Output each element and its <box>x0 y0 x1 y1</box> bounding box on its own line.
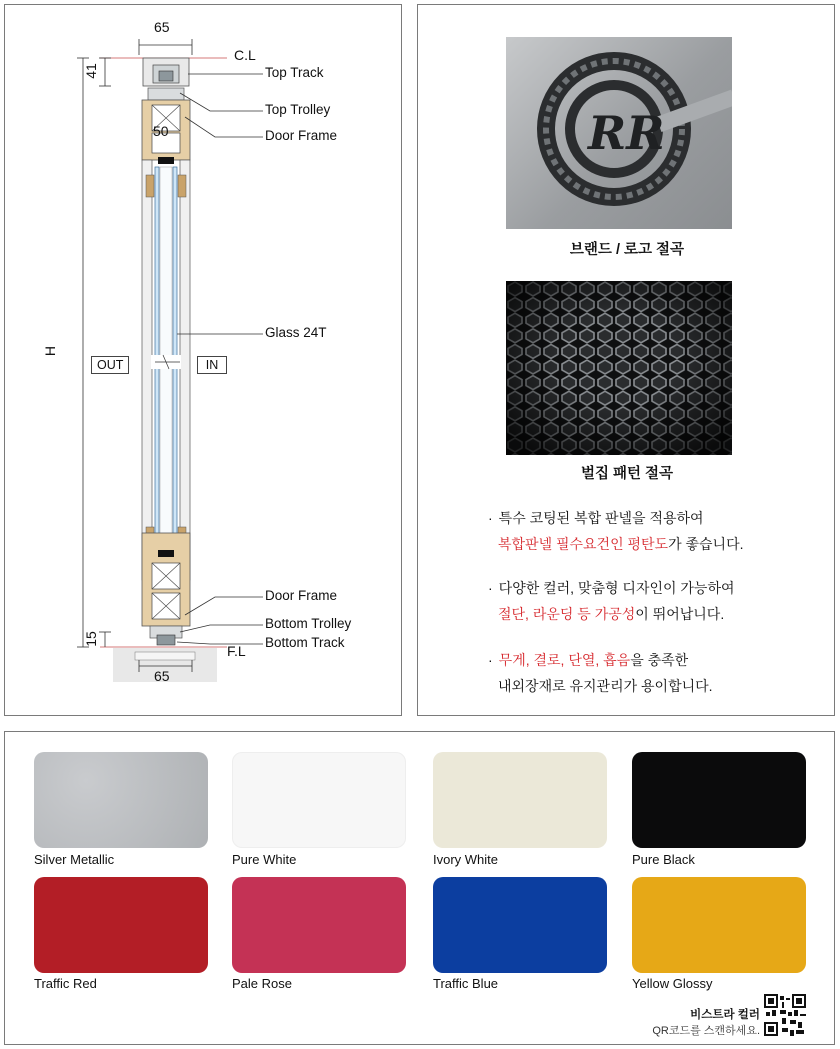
bullet-dot: · <box>488 580 493 596</box>
callout-top-track: Top Track <box>265 65 324 80</box>
qr-title: 비스트라 컬러 <box>690 1009 760 1021</box>
swatch-label-silver-metallic: Silver Metallic <box>34 852 115 867</box>
features-panel <box>417 4 835 716</box>
floor-line-label: F.L <box>227 643 246 659</box>
hex-pattern-icon <box>506 281 732 455</box>
swatch-label-traffic-red: Traffic Red <box>34 976 97 991</box>
callout-door-frame-top: Door Frame <box>265 128 338 143</box>
qr-subtitle: QR코드를 스캔하세요. <box>652 1025 760 1037</box>
swatch-traffic-red <box>34 877 208 973</box>
section-drawing-panel <box>4 4 402 716</box>
bullet-2-line1: 다양한 컬러, 맞춤형 디자인이 가능하여 <box>498 580 735 596</box>
svg-text:RR: RR <box>588 106 665 160</box>
swatch-pure-black <box>632 752 806 848</box>
bullet-1-highlight: 복합판넬 필수요건인 평탄도 <box>498 536 669 552</box>
bullet-1-line1: 특수 코팅된 복합 판넬을 적용하여 <box>498 510 704 526</box>
swatch-yellow-glossy <box>632 877 806 973</box>
hex-pattern-caption: 벌집 패턴 절곡 <box>580 466 674 482</box>
callout-top-trolley: Top Trolley <box>265 102 331 117</box>
swatch-label-pure-white: Pure White <box>232 852 297 867</box>
swatch-label-ivory-white: Ivory White <box>433 852 499 867</box>
total-height-dimension: H <box>42 345 59 357</box>
out-side-label: OUT <box>91 356 129 374</box>
swatch-label-traffic-blue: Traffic Blue <box>433 976 499 991</box>
feature-bullet-2 <box>488 575 735 627</box>
callout-glass: Glass 24T <box>265 325 327 340</box>
bullet-3-line1: 을 충족한 <box>630 652 689 668</box>
swatch-label-yellow-glossy: Yellow Glossy <box>632 976 713 991</box>
top-width-dimension: 65 <box>154 19 170 35</box>
swatch-pale-rose <box>232 877 406 973</box>
bullet-3-highlight: 무게, 결로, 단열, 흡음 <box>498 652 631 668</box>
bullet-3-line2: 내외장재로 유지관리가 용이합니다. <box>498 678 713 694</box>
feature-bullet-1 <box>488 505 743 557</box>
swatch-pure-white <box>232 752 406 848</box>
swatch-ivory-white <box>433 752 607 848</box>
feature-bullet-3 <box>488 647 713 699</box>
swatch-label-pale-rose: Pale Rose <box>232 976 292 991</box>
bullet-2-line2: 이 뛰어납니다. <box>635 606 725 622</box>
hex-pattern-photo <box>506 281 732 455</box>
bottom-height-dimension: 15 <box>82 631 99 647</box>
bottom-width-dimension: 65 <box>154 668 170 684</box>
logo-cut-photo <box>506 37 732 229</box>
frame-width-dimension: 50 <box>153 123 169 139</box>
swatch-label-pure-black: Pure Black <box>632 852 695 867</box>
top-height-dimension: 41 <box>82 63 99 79</box>
swatch-silver-metallic <box>34 752 208 848</box>
color-swatch-panel <box>4 731 835 1045</box>
bullet-dot: · <box>488 510 493 526</box>
swatch-traffic-blue <box>433 877 607 973</box>
bullet-1-line2: 가 좋습니다. <box>668 536 744 552</box>
callout-door-frame-bottom: Door Frame <box>265 588 338 603</box>
callout-bottom-trolley: Bottom Trolley <box>265 616 352 631</box>
qr-code-icon[interactable] <box>764 994 806 1036</box>
center-line-label: C.L <box>234 47 256 63</box>
logo-cut-caption: 브랜드 / 로고 절곡 <box>569 242 685 258</box>
bullet-2-highlight: 절단, 라운딩 등 가공성 <box>498 606 636 622</box>
callout-bottom-track: Bottom Track <box>265 635 345 650</box>
in-side-label: IN <box>197 356 227 374</box>
logo-emblem-icon <box>506 37 732 229</box>
bullet-dot: · <box>488 652 493 668</box>
